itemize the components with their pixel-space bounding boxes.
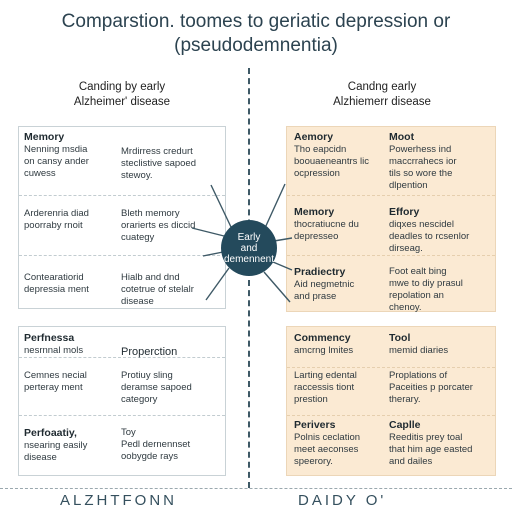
cell-line: amcrng lmites bbox=[294, 345, 354, 356]
right-cell-6-1 bbox=[294, 419, 394, 468]
hub-circle bbox=[221, 220, 277, 276]
page-title bbox=[0, 10, 512, 58]
footer-rule bbox=[0, 488, 512, 489]
column-heading-right bbox=[282, 80, 482, 110]
cell-line: Reeditis prey toal bbox=[389, 432, 463, 443]
cell-line: stewoy. bbox=[121, 170, 153, 181]
cell-line: and prase bbox=[294, 291, 337, 302]
cell-line: category bbox=[121, 394, 158, 405]
cell-line: deadles to rcsenlor bbox=[389, 231, 470, 242]
left-cell-1-1 bbox=[24, 131, 124, 180]
cell-line: that him age easted bbox=[389, 444, 473, 455]
left-cell-1-2 bbox=[121, 146, 221, 182]
footer-right-label: DAIDY O' bbox=[298, 492, 387, 509]
cell-heading: Pradiectry bbox=[294, 266, 346, 278]
cell-heading: Perivers bbox=[294, 419, 336, 431]
cell-line: Larting edental bbox=[294, 370, 357, 381]
cell-line: tils so wore the bbox=[389, 168, 453, 179]
right-cell-6-2 bbox=[389, 419, 489, 468]
connector-line bbox=[265, 184, 285, 228]
right-cell-1-2 bbox=[389, 131, 489, 192]
cell-line: Hialb and dnd bbox=[121, 272, 180, 283]
cell-line: Pedl dernennset bbox=[121, 439, 191, 450]
hub-label-line-1: Early bbox=[237, 231, 261, 243]
cell-line: therary. bbox=[389, 394, 421, 405]
cell-line: nesrnnal mols bbox=[24, 345, 84, 356]
row-separator bbox=[287, 415, 495, 416]
center-divider bbox=[248, 68, 250, 488]
row-separator bbox=[287, 255, 495, 256]
cell-line: speerory. bbox=[294, 456, 333, 467]
cell-line: maccrrahecs ior bbox=[389, 156, 457, 167]
cell-line: Nenning msdia bbox=[24, 144, 88, 155]
cell-line: meet aeconses bbox=[294, 444, 359, 455]
row-separator bbox=[287, 367, 495, 368]
right-cell-2-1 bbox=[294, 206, 394, 243]
cell-line: Polnis ceclation bbox=[294, 432, 361, 443]
left-cell-2-1 bbox=[24, 208, 124, 232]
right-cell-4-2 bbox=[389, 332, 489, 357]
cell-line: Tho eapcidn bbox=[294, 144, 347, 155]
cell-line: depressia ment bbox=[24, 284, 89, 295]
cell-line: Aid negmetnic bbox=[294, 279, 355, 290]
cell-heading: Moot bbox=[389, 131, 415, 143]
hub-label bbox=[224, 232, 274, 265]
cell-line: Foot ealt bing bbox=[389, 266, 447, 277]
right-cell-4-1 bbox=[294, 332, 394, 357]
cell-line: Mrdirress credurt bbox=[121, 146, 193, 157]
cell-heading: Properction bbox=[121, 346, 178, 358]
hub-label-line-3: demennent bbox=[223, 253, 275, 265]
column-heading-right-line-2: Alzhiemerr disease bbox=[333, 96, 431, 108]
cell-line: Toy bbox=[121, 427, 136, 438]
left-cell-5-1 bbox=[24, 370, 124, 394]
cell-line: on cansy ander bbox=[24, 156, 89, 167]
cell-line: prestion bbox=[294, 394, 328, 405]
cell-heading: Tool bbox=[389, 332, 411, 344]
left-cell-5-2 bbox=[121, 370, 221, 406]
cell-line: steclistive sapoed bbox=[121, 158, 196, 169]
cell-line: Bleth memory bbox=[121, 208, 180, 219]
cell-line: cuwess bbox=[24, 168, 56, 179]
right-cell-5-2 bbox=[389, 370, 489, 406]
cell-heading: Memory bbox=[24, 131, 65, 143]
left-cell-4-2 bbox=[121, 346, 221, 359]
right-cell-2-2 bbox=[389, 206, 489, 255]
cell-heading: Aemory bbox=[294, 131, 334, 143]
cell-line: orarierts es diccid bbox=[121, 220, 196, 231]
cell-line: chenoy. bbox=[389, 302, 422, 313]
title-line-2: (pseudodemnentia) bbox=[174, 35, 338, 56]
cell-line: Contearatiorid bbox=[24, 272, 84, 283]
column-heading-right-line-1: Candng early bbox=[347, 81, 417, 93]
cell-line: cotetrue of stelalr bbox=[121, 284, 194, 295]
row-separator bbox=[19, 195, 225, 196]
cell-line: diqxes nescidel bbox=[389, 219, 454, 230]
hub-label-line-2: and bbox=[240, 242, 258, 254]
column-heading-left-line-2: Alzheimer' disease bbox=[73, 96, 171, 108]
cell-line: thocratiucne du bbox=[294, 219, 359, 230]
footer-left-label: ALZHTFONN bbox=[60, 492, 177, 509]
right-cell-3-2 bbox=[389, 266, 489, 314]
left-cell-6-2 bbox=[121, 427, 221, 463]
cell-line: repolation an bbox=[389, 290, 444, 301]
cell-line: cuategy bbox=[121, 232, 155, 243]
cell-line: mwe to diy prasul bbox=[389, 278, 463, 289]
cell-line: Arderenria diad bbox=[24, 208, 89, 219]
row-separator bbox=[19, 255, 225, 256]
left-cell-6-1 bbox=[24, 427, 124, 464]
cell-line: poorraby rnoit bbox=[24, 220, 83, 231]
cell-line: Proplations of bbox=[389, 370, 448, 381]
cell-line: and dailes bbox=[389, 456, 433, 467]
left-cell-2-2 bbox=[121, 208, 221, 244]
cell-heading: Caplle bbox=[389, 419, 421, 431]
cell-line: nsearing easily bbox=[24, 440, 88, 451]
title-line-1: Comparstion. toomes to geriatic depression or bbox=[61, 11, 451, 32]
cell-line: Powerhess ind bbox=[389, 144, 452, 155]
cell-line: raccessis tiont bbox=[294, 382, 355, 393]
row-separator bbox=[19, 415, 225, 416]
cell-line: Protiuy sling bbox=[121, 370, 173, 381]
right-cell-3-1 bbox=[294, 266, 394, 303]
cell-line: dlpention bbox=[389, 180, 428, 191]
cell-line: boouaeneantrs lic bbox=[294, 156, 369, 167]
column-heading-left-line-1: Canding by early bbox=[78, 81, 166, 93]
cell-line: disease bbox=[24, 452, 57, 463]
cell-line: deramse sapoed bbox=[121, 382, 192, 393]
cell-line: perteray ment bbox=[24, 382, 83, 393]
row-separator bbox=[287, 195, 495, 196]
cell-line: disease bbox=[121, 296, 154, 307]
cell-line: dirseag. bbox=[389, 243, 423, 254]
left-cell-3-1 bbox=[24, 272, 124, 296]
cell-line: ocpression bbox=[294, 168, 340, 179]
left-cell-3-2 bbox=[121, 272, 221, 308]
cell-heading: Perfoaatiy, bbox=[24, 427, 77, 439]
cell-line: depresseo bbox=[294, 231, 339, 242]
cell-line: memid diaries bbox=[389, 345, 449, 356]
cell-line: Paceities p porcater bbox=[389, 382, 473, 393]
cell-heading: Memory bbox=[294, 206, 335, 218]
column-heading-left bbox=[22, 80, 222, 110]
cell-heading: Effory bbox=[389, 206, 420, 218]
right-cell-1-1 bbox=[294, 131, 394, 180]
cell-heading: Perfnessa bbox=[24, 332, 75, 344]
cell-line: oobygde rays bbox=[121, 451, 179, 462]
left-cell-4-1 bbox=[24, 332, 124, 357]
cell-line: Cemnes necial bbox=[24, 370, 87, 381]
cell-heading: Commency bbox=[294, 332, 351, 344]
right-cell-5-1 bbox=[294, 370, 394, 406]
